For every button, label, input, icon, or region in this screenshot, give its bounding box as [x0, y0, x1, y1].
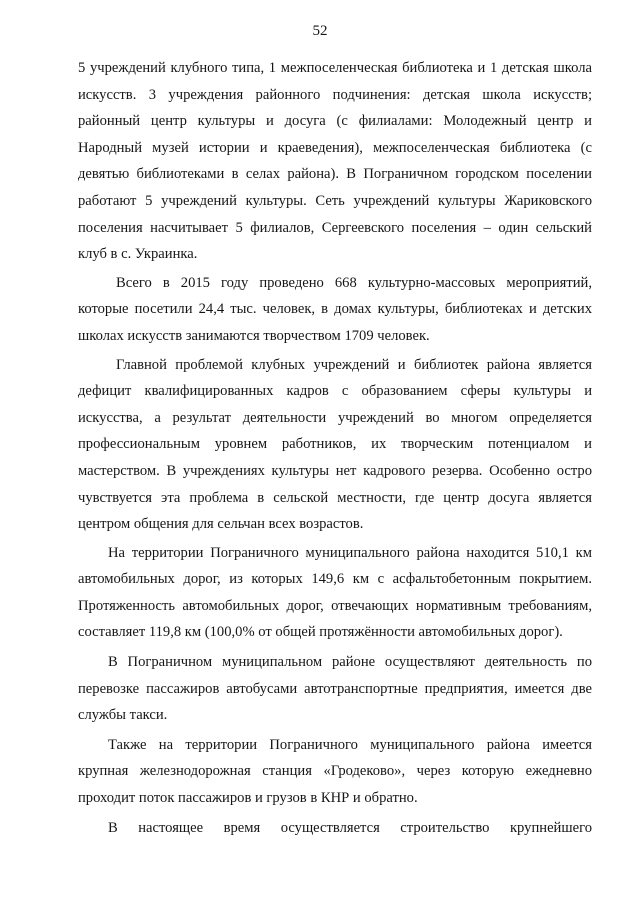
paragraph-staffing-problem: Главной проблемой клубных учреждений и библиотек района является дефицит квалифицированных кадров с образованием сферы культуры и искусства, а результат деятельности учреждений во многом определяется профессиональным уровнем работников, их творческим потенциалом и мастерством. В учреждениях культуры нет кадрового резерва. Особенно остро чувствуется эта проблема в сельской местности, где центр досуга является центром общения для сельчан всех возрастов.	[78, 356, 592, 533]
paragraph-railway-station: Также на территории Пограничного муниципального района имеется крупная железнодорожная станция «Гродеково», через которую ежедневно проходит поток пассажиров и грузов в КНР и обратно.	[78, 736, 592, 807]
paragraph-culture-institutions: 5 учреждений клубного типа, 1 межпоселенческая библиотека и 1 детская школа искусств. 3 учреждения районного подчинения: детская школа искусств; районный центр культуры и досуга (с филиалами: Молодежный центр и Народный музей истории и краеведения), межпоселенческая библиотека (с девятью библиотеками в селах района). В Пограничном городском поселении работают 5 учреждений культуры. Сеть учреждений культуры Жариковского поселения насчитывает 5 филиалов, Сергеевского поселения – один сельский клуб в с. Украинка.	[78, 60, 592, 263]
paragraph-bus-transport: В Пограничном муниципальном районе осуществляют деятельность по перевозке пассажиров автобусами автотранспортные предприятия, имеется две службы такси.	[78, 654, 592, 724]
paragraph-events-2015: Всего в 2015 году проведено 668 культурно-массовых мероприятий, которые посетили 24,4 тыс. человек, в домах культуры, библиотеках и детских школах искусств занимаются творчеством 1709 человек.	[78, 274, 592, 344]
page-number: 52	[312, 23, 328, 39]
paragraph-roads: На территории Пограничного муниципального района находится 510,1 км автомобильных дорог, из которых 149,6 км с асфальтобетонным покрытием. Протяженность автомобильных дорог, отвечающих нормативным требованиям, составляет 119,8 км (100,0% от общей протяжённости автомобильных дорог).	[78, 544, 592, 641]
document-body	[78, 55, 592, 841]
paragraph-construction: В настоящее время осуществляется строительство крупнейшего	[108, 819, 592, 836]
